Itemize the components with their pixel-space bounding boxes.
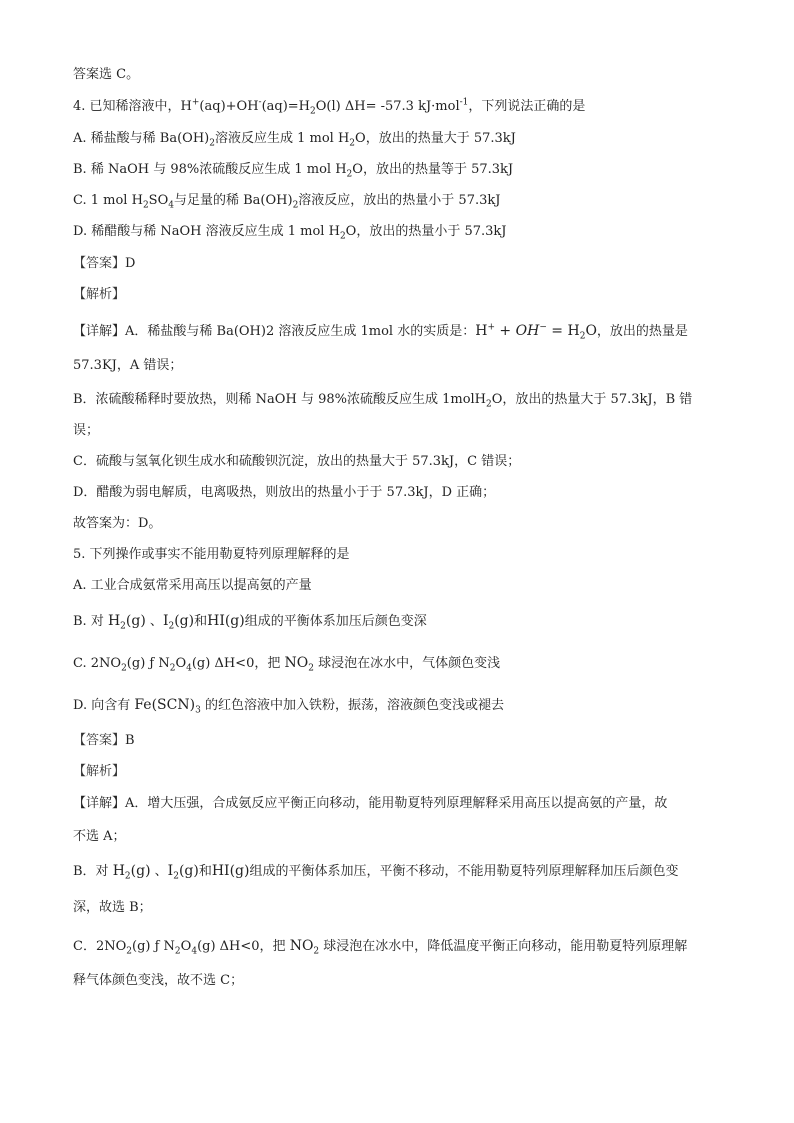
option-4b: B. 稀 NaOH 与 98%浓硫酸反应生成 1 mol $H_2O$，放出的热量等于 57.3kJ — [73, 162, 514, 180]
option-5c: C. $2NO_2(g)$ ƒ $N_2O_4(g)$ ΔH<0，把 $NO_2$ 球浸泡在冰水中，气体颜色变浅 — [73, 655, 501, 674]
option-5b: B. 对 $H_2(g)$ 、$I_2(g)$和HI(g)组成的平衡体系加压后颜色变深 — [73, 613, 427, 632]
analysis-5-line: 释气体颜色变浅，故不选 C； — [73, 973, 244, 988]
analysis-5-line: B．对 $H_2(g)$ 、$I_2(g)$和HI(g)组成的平衡体系加压，平衡不移动，不能用勒夏特列原理解释加压后颜色变 — [73, 863, 679, 882]
option-4d: D. 稀醋酸与稀 NaOH 溶液反应生成 1 mol $H_2O$，放出的热量小于 57.3kJ — [73, 224, 507, 242]
analysis-4-line: D．醋酸为弱电解质，电离吸热，则放出的热量小于于 57.3kJ，D 正确； — [73, 485, 496, 500]
answer-4: 【答案】D — [73, 256, 136, 271]
analysis-4-line: B．浓硫酸稀释时要放热，则稀 NaOH 与 98%浓硫酸反应生成 1molH$_2$O，放出的热量大于 57.3kJ，B 错 — [73, 392, 693, 410]
analysis-4-line: 57.3KJ，A 错误； — [73, 358, 183, 373]
analysis-5-heading: 【解析】 — [73, 764, 126, 779]
analysis-4-line: 【详解】A．稀盐酸与稀 Ba(OH)2 溶液反应生成 1mol 水的实质是：$H^+ + OH^- = H_2O$，放出的热量是 — [73, 322, 688, 342]
analysis-5-line: 不选 A； — [73, 829, 126, 844]
option-4c: C. 1 mol $H_2SO_4$与足量的稀 $Ba(OH)_2$溶液反应，放出的热量小于 57.3kJ — [73, 193, 501, 211]
question-4-stem: 4. 已知稀溶液中，$H^+(aq)+OH^-(aq)=H_2O(l)$ ΔH= -57.3 kJ·mol$^{-1}$，下列说法正确的是 — [73, 97, 586, 117]
analysis-5-line: C．$2NO_2(g)$ ƒ $N_2O_4(g)$ ΔH<0，把 $NO_2$ 球浸泡在冰水中，降低温度平衡正向移动，能用勒夏特列原理解 — [73, 938, 688, 957]
question-5-stem: 5. 下列操作或事实不能用勒夏特列原理解释的是 — [73, 547, 350, 562]
option-5d: D. 向含有 $Fe(SCN)_3$ 的红色溶液中加入铁粉，振荡，溶液颜色变浅或褪去 — [73, 697, 504, 716]
text-line: 答案选 C。 — [73, 67, 140, 82]
option-5a: A. 工业合成氨常采用高压以提高氨的产量 — [73, 578, 312, 593]
analysis-4-line: 故答案为：D。 — [73, 516, 162, 531]
analysis-4-heading: 【解析】 — [73, 287, 126, 302]
analysis-5-line: 深，故选 B； — [73, 900, 152, 915]
analysis-5-line: 【详解】A．增大压强，合成氨反应平衡正向移动，能用勒夏特列原理解释采用高压以提高氨的产量，故 — [73, 796, 668, 811]
analysis-4-line: 误； — [73, 423, 100, 438]
answer-5: 【答案】B — [73, 733, 135, 748]
option-4a: A. 稀盐酸与稀 $Ba(OH)_2$溶液反应生成 1 mol $H_2O$，放出的热量大于 57.3kJ — [73, 131, 516, 149]
analysis-4-line: C．硫酸与氢氧化钡生成水和硫酸钡沉淀，放出的热量大于 57.3kJ，C 错误； — [73, 454, 521, 469]
